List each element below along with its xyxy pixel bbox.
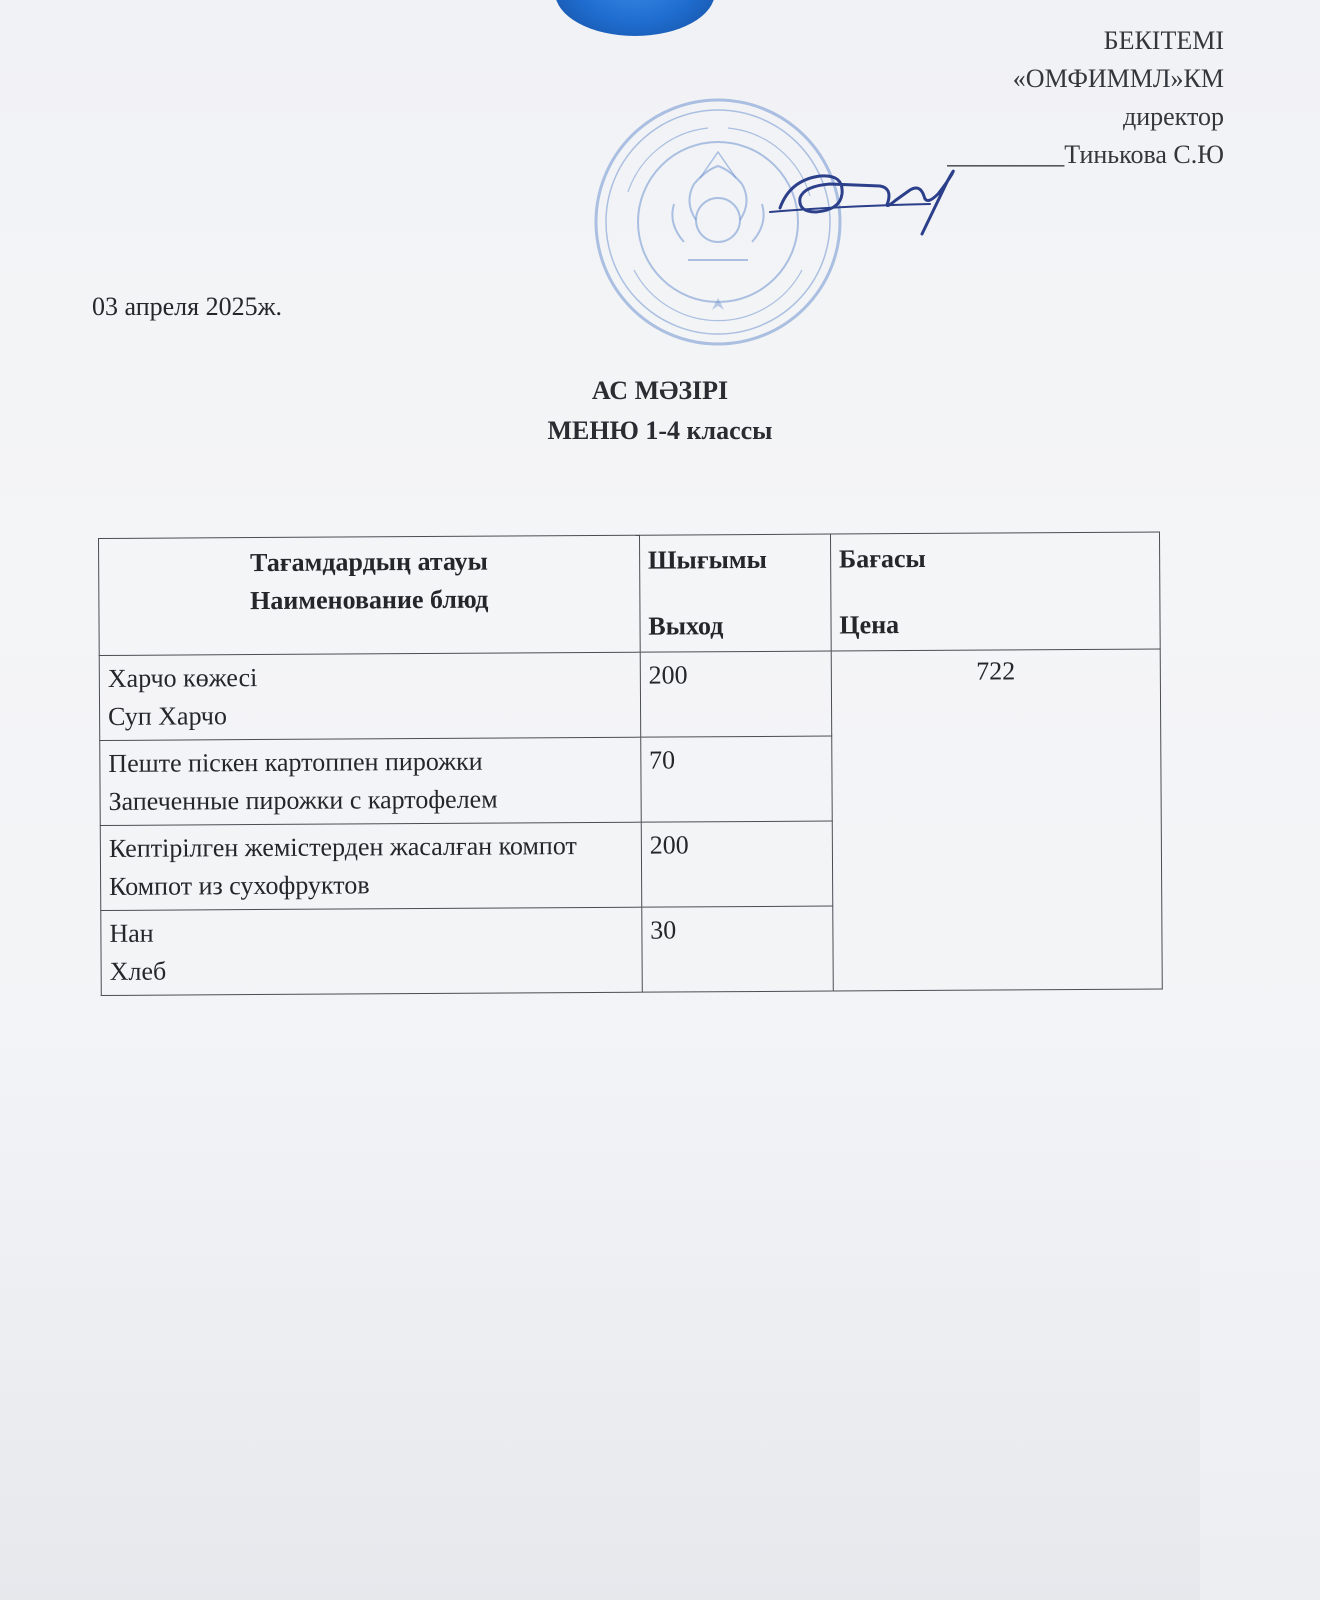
header-yield-ru: Выход [648,611,724,641]
dish-name-cell [101,907,642,995]
dish-name-kz: Нан [109,918,154,948]
menu-price: 722 [831,649,1162,991]
header-yield [639,534,831,652]
blue-magnet [555,0,715,36]
dish-name-cell [99,652,640,740]
header-dish-name-kz: Тағамдардың атауы [250,546,489,578]
document-date: 03 апреля 2025ж. [92,292,283,321]
menu-table [98,532,1163,996]
table-row [99,649,1160,740]
dish-yield: 200 [640,651,832,737]
paper-shading [0,1040,1200,1600]
dish-name-ru: Хлеб [109,956,167,986]
table-header-row [99,532,1161,655]
dish-name-cell [100,822,641,910]
dish-yield: 200 [641,821,833,907]
dish-name-ru: Запеченные пирожки с картофелем [108,784,498,816]
header-dish-name-ru: Наименование блюд [250,584,489,616]
dish-name-kz: Пеште піскен картоппен пирожки [108,746,483,778]
dish-yield: 70 [640,736,832,822]
dish-name-ru: Компот из сухофруктов [109,870,370,901]
approval-title: БЕКІТЕМІ [1103,26,1224,55]
header-dish-name [99,535,640,655]
header-price [830,532,1160,651]
approval-organization: «ОМФИММЛ»КМ [1012,64,1224,93]
menu-title-ru: МЕНЮ 1-4 классы [547,416,773,445]
approval-position: директор [1123,102,1224,131]
dish-name-kz: Харчо көжесі [107,663,258,693]
header-yield-kz: Шығымы [647,544,767,575]
header-price-kz: Бағасы [838,543,926,574]
dish-name-cell [100,737,641,825]
approval-director-name: _________Тинькова С.Ю [947,140,1224,169]
dish-yield: 30 [642,906,834,992]
dish-name-ru: Суп Харчо [108,701,228,731]
menu-title-kz: АС МӘЗІРІ [591,376,729,405]
director-signature [760,150,1010,240]
header-price-ru: Цена [839,610,900,640]
dish-name-kz: Кептірілген жемістерден жасалған компот [108,831,577,863]
